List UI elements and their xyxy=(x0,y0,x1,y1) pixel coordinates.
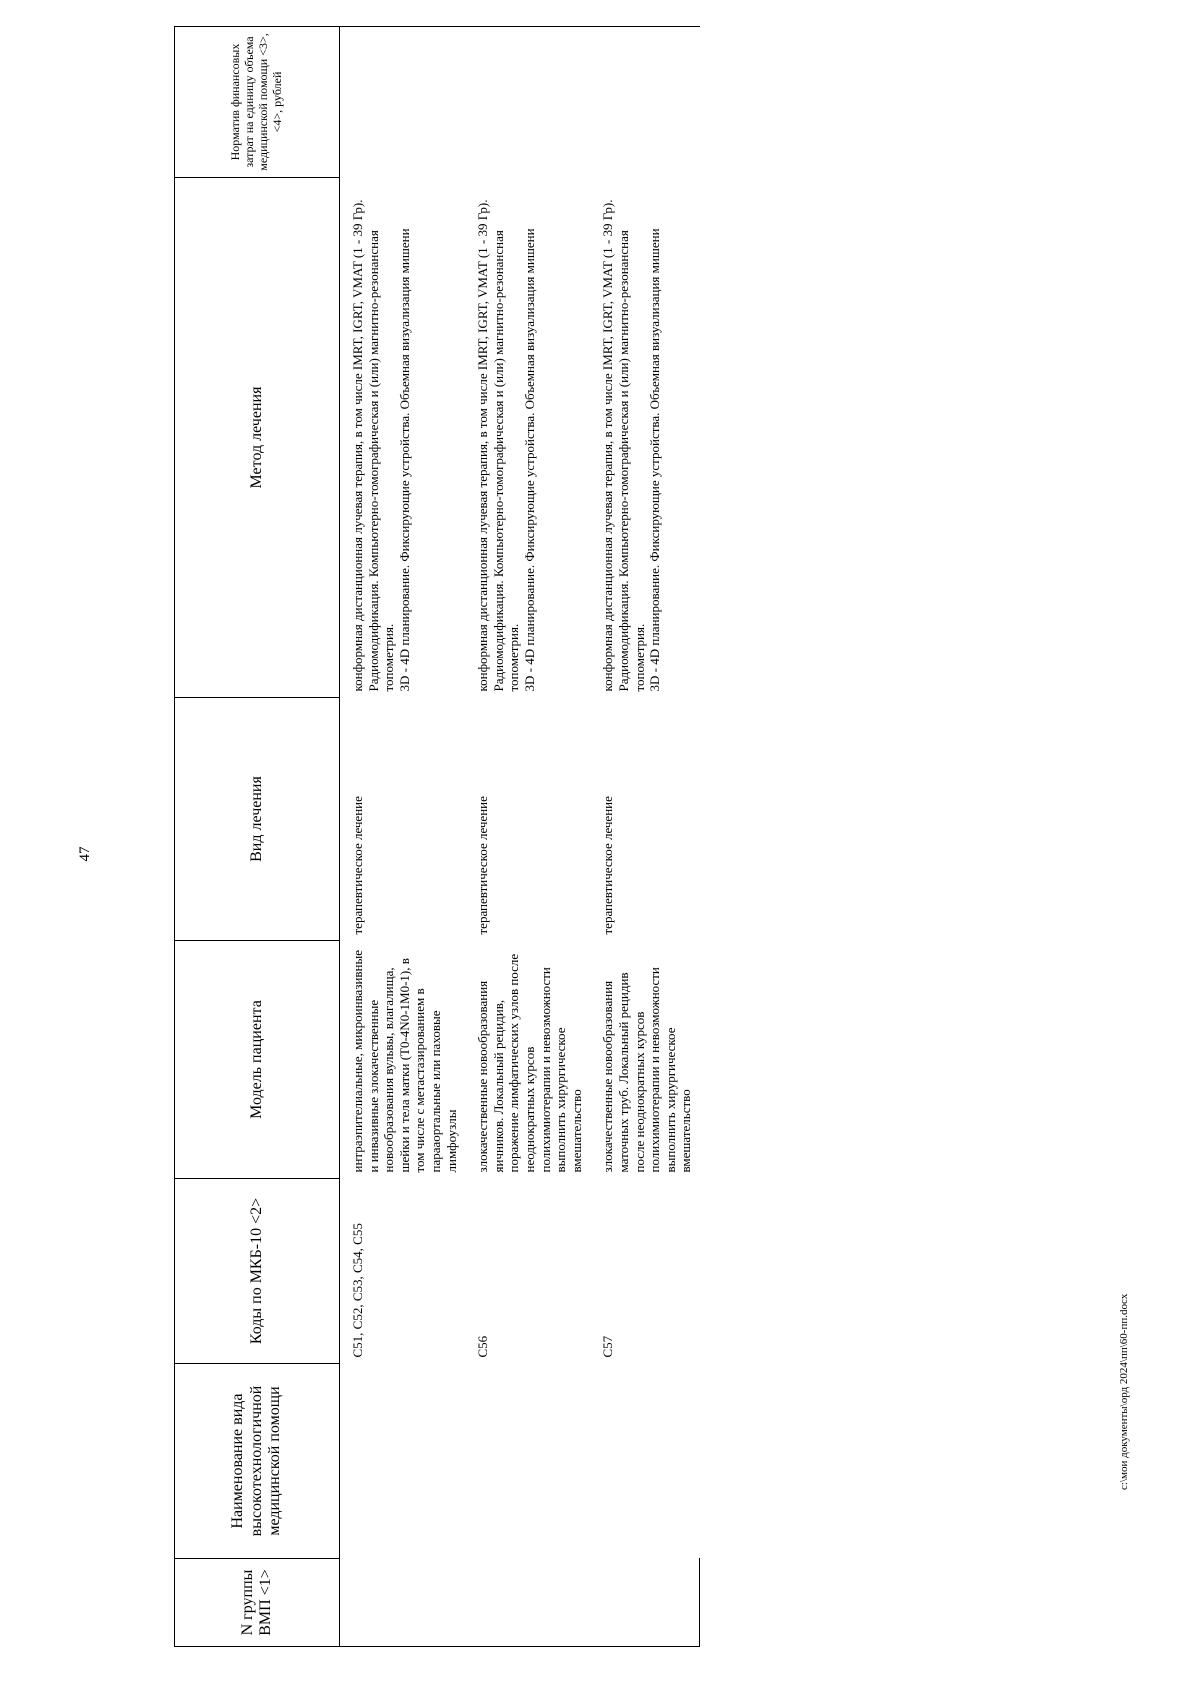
header-name: Наименование вида высокотехнологичной медицинской помощи xyxy=(175,1364,340,1559)
header-model: Модель пациента xyxy=(175,941,340,1179)
cell-treatment-type: терапевтическое лечение xyxy=(475,796,491,935)
cell-group xyxy=(590,1559,700,1647)
cell-model: злокачественные новообразования маточных труб. Локальный рецидив после неоднократных курсов полихимиотерапии и невозможности выполнить хирургическое вмешательство xyxy=(600,967,694,1173)
cell-codes: C57 xyxy=(600,1335,616,1358)
cell-model: злокачественные новообразования яичников. Локальный рецидив, поражение лимфатических узлов после неоднократных курсов полихимиотерапии и невозможности выполнить хирургическое вмешательство xyxy=(475,953,584,1173)
cell-norm xyxy=(340,27,466,178)
header-codes: Коды по МКБ-10 <2> xyxy=(175,1179,340,1364)
cell-name xyxy=(590,1364,700,1559)
table-row xyxy=(590,27,700,1647)
cell-model: интраэпителиальные, микроинвазивные и инвазивные злокачественные новообразования вульвы, влагалища, шейки и тела матки (T0-4N0-1M0-1), в том числе с метастазированием в парааортальные или паховые лимфоузлы xyxy=(350,949,459,1173)
cell-name xyxy=(465,1364,590,1559)
rotated-table-container xyxy=(174,27,1174,1647)
table-header-row xyxy=(175,27,340,1647)
cell-method: конформная дистанционная лучевая терапия, в том числе IMRT, IGRT, VMAT (1 - 39 Гр). Радиомодификация. Компьютерно-томографическая и (или) магнитно-резонансная топометрия. 3D - 4D планирование. Фиксирующие устройства. Объемная визуализация мишени xyxy=(350,199,412,692)
header-norm: Норматив финансовых затрат на единицу объема медицинской помощи <3>, <4>, рублей xyxy=(175,27,340,178)
cell-method: конформная дистанционная лучевая терапия, в том числе IMRT, IGRT, VMAT (1 - 39 Гр). Радиомодификация. Компьютерно-томографическая и (или) магнитно-резонансная топометрия. 3D - 4D планирование. Фиксирующие устройства. Объемная визуализация мишени xyxy=(475,199,537,692)
header-treatment-type: Вид лечения xyxy=(175,698,340,941)
cell-treatment-type: терапевтическое лечение xyxy=(600,796,616,935)
cell-norm xyxy=(590,27,700,178)
cell-group xyxy=(340,1559,466,1647)
cell-method: конформная дистанционная лучевая терапия, в том числе IMRT, IGRT, VMAT (1 - 39 Гр). Радиомодификация. Компьютерно-томографическая и (или) магнитно-резонансная топометрия. 3D - 4D планирование. Фиксирующие устройства. Объемная визуализация мишени xyxy=(600,199,663,692)
vmp-table xyxy=(174,26,700,1647)
header-method: Метод лечения xyxy=(175,178,340,698)
file-path-footer: c:\мои документы\орд 2024\пп\60-пп.docx xyxy=(1118,1293,1130,1490)
cell-norm xyxy=(465,27,590,178)
table-row xyxy=(340,27,466,1647)
table-row xyxy=(465,27,590,1647)
header-group: N группы ВМП <1> xyxy=(175,1559,340,1647)
cell-codes: C51, C52, C53, C54, C55 xyxy=(350,1223,365,1358)
cell-group xyxy=(465,1559,590,1647)
page-number: 47 xyxy=(77,846,93,862)
cell-treatment-type: терапевтическое лечение xyxy=(350,796,365,935)
cell-codes: C56 xyxy=(475,1335,491,1358)
cell-name xyxy=(340,1364,466,1559)
